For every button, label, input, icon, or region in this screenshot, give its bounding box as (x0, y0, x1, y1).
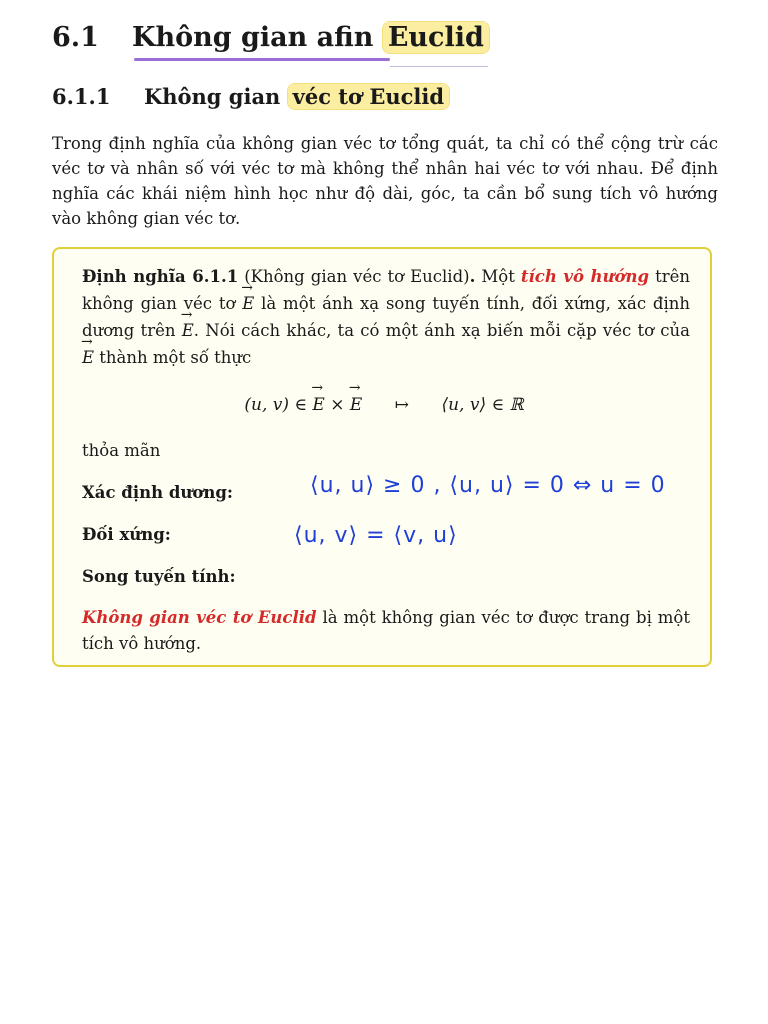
term-euclidean-space: Không gian véc tơ Euclid (82, 608, 317, 627)
highlighted-phrase: véc tơ Euclid (288, 84, 449, 109)
definition-box (52, 247, 712, 667)
vector-space-symbol: → E (182, 317, 194, 344)
property-symmetric: Đối xứng: (82, 525, 171, 544)
term-inner-product: tích vô hướng (520, 267, 650, 286)
mapping-formula: (u, v) ∈ → E × → E ↦ ⟨u, v⟩ ∈ ℝ (54, 395, 714, 415)
intro-paragraph: Trong định nghĩa của không gian véc tơ tổng quát, ta chỉ có thể cộng trừ các véc tơ và nhân số với véc tơ mà không thể nhân hai véc tơ với nhau. Để định nghĩa các khái niệm hình học như độ dài, góc, ta cần bổ sung tích vô hướng vào không gian véc tơ. (52, 134, 718, 228)
annotation-underline-faint (390, 66, 488, 67)
subsection-heading (52, 84, 449, 109)
handwritten-note-positive: ⟨u, u⟩ ≥ 0 , ⟨u, u⟩ = 0 ⇔ u = 0 (310, 473, 666, 498)
handwritten-note-symmetric: ⟨u, v⟩ = ⟨v, u⟩ (294, 523, 458, 548)
definition-label: Định nghĩa 6.1.1 (82, 267, 239, 286)
vector-space-symbol: → E (242, 290, 254, 317)
annotation-underline (134, 58, 390, 61)
satisfies-text: thỏa mãn (82, 441, 161, 460)
subsection-number: 6.1.1 (52, 84, 111, 109)
highlighted-word: Euclid (383, 22, 489, 53)
definition-text: Định nghĩa 6.1.1 (Không gian véc tơ Euclid). Một tích vô hướng trên không gian véc tơ → E là một ánh xạ song tuyến tính, đối xứng, xác định dương trên → E. Nói cách khác, ta có một ánh xạ biến mỗi cặp véc tơ của → E thành một số thực (82, 263, 690, 371)
vector-space-symbol: → E (82, 344, 94, 371)
definition-name: (Không gian véc tơ Euclid) (244, 267, 470, 286)
section-title: Không gian afin (132, 22, 374, 53)
property-bilinear: Song tuyến tính: (82, 567, 236, 586)
closing-definition: Không gian véc tơ Euclid là một không gian véc tơ được trang bị một tích vô hướng. (82, 608, 690, 653)
section-heading (52, 22, 489, 53)
subsection-title: Không gian (144, 84, 281, 109)
section-number: 6.1 (52, 22, 99, 53)
property-positive-definite: Xác định dương: (82, 483, 233, 502)
